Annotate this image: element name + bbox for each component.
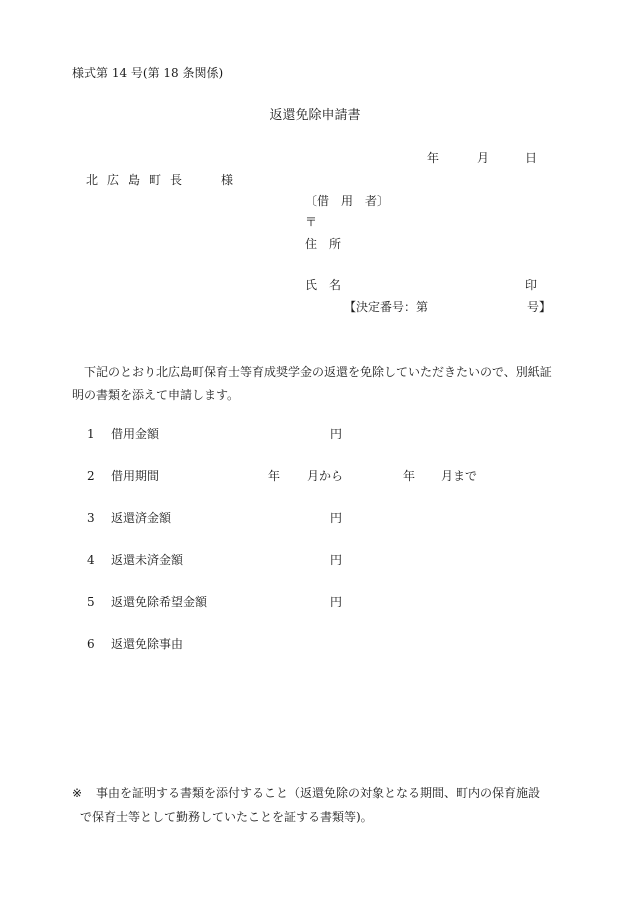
item-label-loan-amount: 借用金額	[111, 427, 160, 441]
borrower-section-label: 〔借 用 者〕	[305, 194, 390, 208]
item-label-loan-period: 借用期間	[111, 469, 160, 483]
period-from-year: 年	[268, 469, 281, 483]
item-number: 3	[87, 511, 95, 525]
address-label: 住 所	[305, 237, 342, 251]
name-label: 氏 名	[305, 278, 342, 292]
document-title: 返還免除申請書	[269, 108, 361, 123]
item-unit: 円	[330, 595, 343, 609]
item-number: 1	[87, 427, 95, 441]
date-month-label: 月	[477, 151, 490, 165]
seal-label: 印	[525, 278, 538, 292]
period-from-month: 月から	[307, 469, 344, 483]
period-to-year: 年	[403, 469, 416, 483]
item-number: 4	[87, 553, 95, 567]
item-unit: 円	[330, 553, 343, 567]
date-year-label: 年	[427, 151, 440, 165]
footnote-line-2: で保育士等として勤務していたことを証する書類等)。	[80, 810, 373, 824]
item-number: 2	[87, 469, 95, 483]
request-body-text: 下記のとおり北広島町保育士等育成奨学金の返還を免除していただきたいので、別紙証明の書類を添えて申請します。	[72, 365, 552, 402]
postal-mark: 〒	[305, 215, 318, 229]
period-to-month: 月まで	[441, 469, 478, 483]
form-number: 様式第 14 号(第 18 条関係)	[72, 66, 224, 80]
item-label-unpaid-amount: 返還未済金額	[111, 553, 184, 567]
date-day-label: 日	[525, 151, 538, 165]
decision-number-label: 【決定番号：第	[344, 300, 429, 314]
decision-number-suffix: 号】	[527, 300, 552, 314]
item-unit: 円	[330, 427, 343, 441]
item-number: 5	[87, 595, 95, 609]
item-label-exemption-amount: 返還免除希望金額	[111, 595, 208, 609]
item-number: 6	[87, 637, 95, 651]
addressee-suffix: 様	[221, 173, 234, 187]
item-label-repaid-amount: 返還済金額	[111, 511, 172, 525]
addressee-name: 北広島町長	[86, 173, 192, 187]
footnote-line-1: 事由を証明する書類を添付すること（返還免除の対象となる期間、町内の保育施設	[96, 786, 541, 800]
footnote-mark: ※	[72, 786, 83, 800]
item-label-exemption-reason: 返還免除事由	[111, 637, 184, 651]
item-unit: 円	[330, 511, 343, 525]
